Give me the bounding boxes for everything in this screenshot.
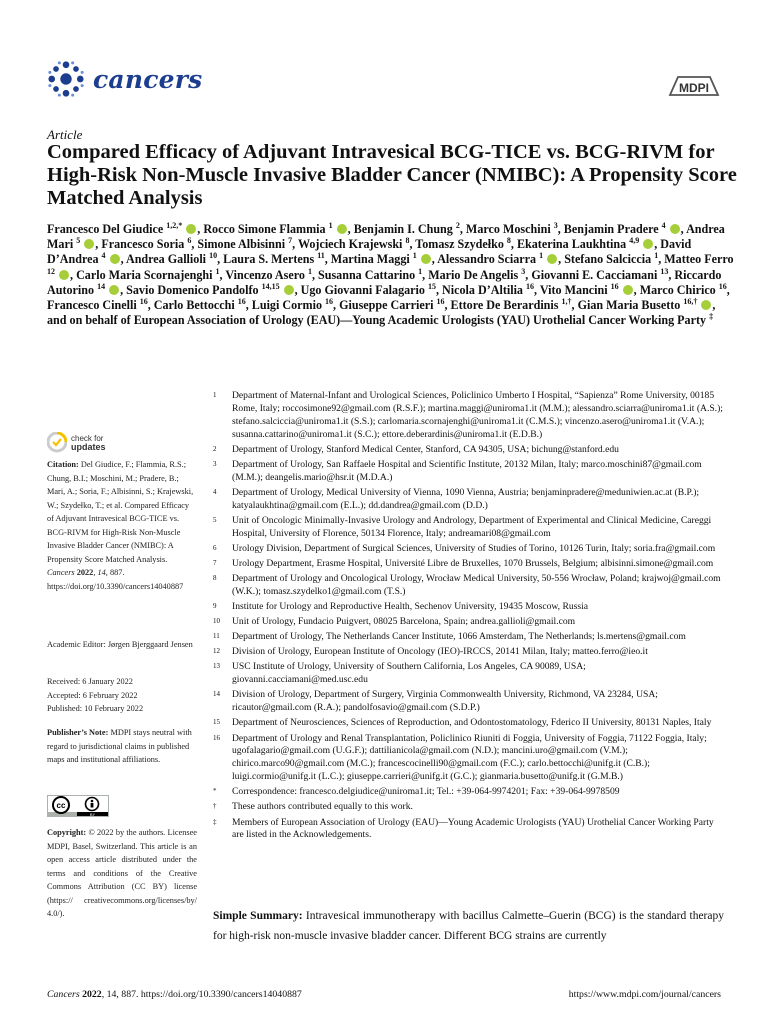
- author[interactable]: [354, 222, 460, 236]
- svg-text:cc: cc: [56, 801, 66, 811]
- author-name: Luigi Cormio: [251, 298, 322, 313]
- affiliation-number: 12: [213, 647, 220, 656]
- affiliation-item: [213, 717, 723, 730]
- author-affiliation-sup: 15: [427, 281, 436, 291]
- author-name: Marco Chirico: [639, 282, 716, 297]
- affiliation-text: Department of Urology, The Netherlands Cancer Institute, 1066 Amsterdam, The Netherlands; ls.mertens@gmail.com: [232, 631, 686, 643]
- affiliation-number: 15: [213, 718, 220, 727]
- author-name: Andrea Gallioli: [125, 252, 207, 267]
- author-affiliation-sup: 2: [455, 220, 460, 230]
- author[interactable]: [531, 268, 668, 282]
- author-name: Carlo Maria Scornajenghi: [76, 267, 213, 282]
- author[interactable]: [126, 252, 217, 266]
- author-affiliation-sup: 13: [660, 266, 669, 276]
- page-footer: [47, 989, 721, 1000]
- author-name: Benjamin Pradere: [563, 222, 659, 236]
- author-list: Francesco Del Giudice $^{1,2,*}$ , Rocco Simone Flammia $^1$ , Benjamin I. Chung $^2$, Marco Moschini $^3$, Benjamin Pradere $^4$ , Andrea Mari $^5$ , Francesco Soria $^6$, Simone Albisinni $^7$, Wojciech Krajewski $^8$, Tomasz Szydełko $^8$, Ekaterina Laukhtina $^{4,9}$ , David D’Andrea $^4$ , Andrea Gallioli $^{10}$, Laura S. Mertens $^{11}$, Martina Maggi $^1$ , Alessandro Sciarra $^1$ , Stefano Salciccia $^1$, Matteo Ferro $^{12}$ , Carlo Maria Scornajenghi $^1$, Vincenzo Asero $^1$, Susanna Cattarino $^1$, Mario De Angelis $^3$, Giovanni E. Cacciamani $^{13}$, Riccardo Autorino $^{14}$ , Savio Domenico Pandolfo $^{14,15}$ , Ugo Giovanni Falagario $^{15}$, Nicola D’Altilia $^{16}$, Vito Mancini $^{16}$ , Marco Chirico $^{16}$, Francesco Cinelli $^{16}$, Carlo Bettocchi $^{16}$, Luigi Cormio $^{16}$, Giuseppe Carrieri $^{16}$, Ettore De Berardinis $^{1,\dagger}$, Gian Maria Busetto $^{16,\dagger}$ , and on behalf of European Association of Urology (EAU)—Young Academic Urologists (YAU) Urothelial Cancer Working Party ‡: [47, 220, 734, 328]
- author-name: Tomasz Szydełko: [415, 237, 504, 252]
- author-name: Stefano Salciccia: [564, 252, 652, 267]
- orcid-icon[interactable]: [421, 254, 431, 264]
- orcid-icon[interactable]: [110, 254, 120, 264]
- affiliation-number: †: [213, 802, 217, 811]
- author-affiliation-sup: 1,†: [561, 296, 572, 306]
- author-affiliation-sup: 8: [506, 236, 511, 246]
- author-name: Nicola D’Altilia: [442, 282, 523, 297]
- affiliation-item: [213, 487, 723, 513]
- mdpi-logo-text: MDPI: [679, 81, 709, 95]
- orcid-icon[interactable]: [643, 239, 653, 249]
- simple-summary-text: Intravesical immunotherapy with bacillus Calmette–Guerin (BCG) is the standard therapy for high-risk non-muscle invasive bladder cancer. Different BCG strains are currently: [213, 910, 724, 942]
- author-affiliation-sup: 1: [539, 251, 544, 261]
- affiliation-number: ‡: [213, 817, 217, 826]
- author-affiliation-sup: 3: [553, 220, 558, 230]
- author-name: Martina Maggi: [330, 252, 410, 267]
- author-name: Ekaterina Laukhtina: [516, 237, 627, 252]
- affiliation-text: Urology Department, Erasme Hospital, Université Libre de Bruxelles, 1070 Brussels, Belgium; albisinni.simone@gmail.com: [232, 558, 714, 569]
- orcid-icon[interactable]: [623, 285, 633, 295]
- author[interactable]: [331, 252, 432, 266]
- author-affiliation-sup: 11: [317, 251, 325, 261]
- author[interactable]: [540, 283, 634, 297]
- author[interactable]: [223, 252, 325, 266]
- author-name: Riccardo Autorino: [47, 267, 722, 297]
- author[interactable]: [578, 298, 713, 312]
- affiliation-text: Department of Maternal-Infant and Urological Sciences, Policlinico Umberto I Hospital, “Sapienza” Rome University, 00185 Rome, Italy; roccosimone92@gmail.com (R.S.F.); martina.maggi@uniroma1.it (M.M.); alessandro.sciarra@uniroma1.it (A.S.); stefano.salciccia@uniroma1.it (S.S.); carlomaria.scornajenghi@uniroma1.it (C.M.S.); vincenzo.asero@uniroma1.it (V.A.); susanna.cattarino@uniroma1.it (S.C.); ettore.deberardinis@uniroma1.it (E.D.B.): [232, 390, 723, 440]
- author-affiliation-sup: 4: [661, 220, 666, 230]
- publisher-note-label: Publisher’s Note:: [47, 728, 109, 737]
- affiliation-item: [213, 733, 723, 785]
- copyright-label: Copyright:: [47, 828, 87, 837]
- affiliation-text: Department of Neurosciences, Sciences of Reproduction, and Odontostomatology, Fderico II University, 80131 Naples, Italy: [232, 717, 712, 729]
- author-affiliation-sup: 16: [610, 281, 619, 291]
- article-title: Compared Efficacy of Adjuvant Intravesical BCG-TICE vs. BCG-RIVM for High-Risk Non-Muscle Invasive Bladder Cancer (NMIBC): A Propensity Score Matched Analysis: [47, 141, 737, 209]
- affiliation-text: Department of Urology and Renal Transplantation, Policlinico Riuniti di Foggia, University of Foggia, 71122 Foggia, Italy; ugofalagario@gmail.com (U.G.F.); dattilianicola@gmail.com (N.D.); mancini.uro@gmail.com (V.M.); chirico.marco90@gmail.com (M.C.); francescocinelli90@gmail.com (F.C.); carlo.bettocchi@unifg.it (C.B.); luigi.cormio@unifg.it (L.C.); giuseppe.carrieri@unifg.it (G.C.); gianmaria.busetto@unifg.it (G.M.B.): [232, 732, 707, 783]
- orcid-icon[interactable]: [337, 224, 347, 234]
- author-affiliation-sup: 3: [521, 266, 526, 276]
- author-name: Simone Albisinni: [197, 237, 286, 252]
- affiliation-item: [213, 616, 723, 629]
- affiliation-text: Institute for Urology and Reproductive Health, Sechenov University, 19435 Moscow, Russia: [232, 601, 589, 613]
- affiliation-text: Department of Urology, Medical University of Vienna, 1090 Vienna, Austria; benjaminpradere@meduniwien.ac.at (B.P.); katyalaukhtina@gmail.com (E.L.); dd.dandrea@gmail.com (D.D.): [232, 486, 700, 511]
- affiliation-item: [213, 558, 723, 571]
- citation-year: 2022: [76, 568, 94, 577]
- affiliation-item: [213, 459, 723, 485]
- citation-doi-link[interactable]: 887. https://doi.org/10.3390/cancers14040887: [47, 568, 184, 591]
- author-affiliation-sup: 1: [215, 266, 220, 276]
- academic-editor: Academic Editor: Jørgen Bjerggaard Jensen: [47, 640, 193, 649]
- author-name: Benjamin I. Chung: [353, 222, 453, 236]
- author[interactable]: [564, 222, 681, 236]
- affiliation-text: Urology Division, Department of Surgical Sciences, University of Studies of Torino, 10126 Turin, Italy; soria.fra@gmail.com: [232, 542, 716, 554]
- author[interactable]: [225, 268, 312, 282]
- footer-year: 2022: [82, 989, 102, 1000]
- affiliation-item: [213, 573, 723, 599]
- journal-logo[interactable]: [47, 60, 202, 98]
- affiliation-number: *: [213, 787, 217, 796]
- check-for-updates-button[interactable]: [47, 432, 106, 454]
- article-type: Article: [47, 127, 83, 142]
- author-affiliation-sup: 1: [412, 251, 417, 261]
- affiliation-text: Division of Urology, Department of Surgery, Virginia Commonwealth University, Richmond, VA 23284, USA; ricautor@gmail.com (R.A.); pandolfosavio@gmail.com (S.D.P.): [232, 689, 658, 714]
- affiliation-number: 7: [213, 559, 217, 567]
- orcid-icon[interactable]: [59, 270, 69, 280]
- citation-text: Del Giudice, F.; Flammia, R.S.; Chung, B.I.; Moschini, M.; Pradere, B.; Mari, A.; Soria, F.; Albisinni, S.; Krajewski, W.; Szydełko, T.; et al. Compared Efficacy of Adjuvant Intravesical BCG-TICE vs. BCG-RIVM for High-Risk Non-Muscle Invasive Bladder Cancer (NMIBC): A Propensity Score Matched Analysis.: [47, 460, 194, 564]
- author[interactable]: [298, 237, 410, 251]
- affiliation-item: [213, 689, 723, 715]
- simple-summary-label: Simple Summary:: [213, 910, 303, 922]
- authors-group-sup: ‡: [709, 312, 714, 322]
- affiliation-number: 11: [213, 632, 220, 641]
- author[interactable]: [318, 268, 422, 282]
- affiliation-text: Unit of Oncologic Minimally-Invasive Urology and Andrology, Department of Experimental and Clinical Medicine, Careggi Hospital, University of Florence, 50134 Florence, Italy; andreamari08@gmail.com: [232, 514, 712, 539]
- affiliation-item: [213, 646, 723, 659]
- author[interactable]: [451, 298, 572, 312]
- copyright-block: [47, 826, 197, 921]
- orcid-icon[interactable]: [109, 285, 119, 295]
- author-affiliation-sup: 12: [47, 266, 55, 276]
- author-name: Laura S. Mertens: [223, 252, 315, 267]
- author[interactable]: [428, 268, 525, 282]
- orcid-icon[interactable]: [84, 239, 94, 249]
- author-affiliation-sup: 4,9: [629, 236, 640, 246]
- author[interactable]: [564, 252, 658, 266]
- copyright-text: © 2022 by the authors. Licensee MDPI, Basel, Switzerland. This article is an open access article distributed under the terms and conditions of the Creative Commons Attribution (CC BY) license (https:// creativecommons.org/licenses/by/ 4.0/).: [47, 828, 197, 918]
- author-affiliation-sup: 1: [418, 266, 423, 276]
- published-date: Published: 10 February 2022: [47, 704, 144, 713]
- author-affiliation-sup: 6: [187, 236, 192, 246]
- journal-name: cancers: [93, 64, 203, 94]
- author-name: Carlo Bettocchi: [153, 298, 235, 313]
- author-affiliation-sup: 7: [288, 236, 293, 246]
- author[interactable]: [154, 298, 246, 312]
- affiliation-text: Department of Urology, San Raffaele Hospital and Scientific Institute, 20132 Milan, Italy; marco.moschini87@gmail.com (M.M.); deangelis.mario@hsr.it (M.D.A.): [232, 458, 702, 483]
- affiliation-text: Division of Urology, European Institute of Oncology (IEO)-IRCCS, 20141 Milan, Italy; matteo.ferro@ieo.it: [232, 646, 648, 658]
- footer-journal: Cancers: [47, 989, 80, 1000]
- authors-group-tail: and on behalf of European Association of Urology (EAU)—Young Academic Urologists (YAU) Urothelial Cancer Working Party: [47, 313, 707, 328]
- affiliation-number: 9: [213, 602, 217, 611]
- affiliations-list: [213, 390, 723, 845]
- author[interactable]: [203, 222, 347, 236]
- affiliation-number: 8: [213, 574, 217, 583]
- author-affiliation-sup: 16: [237, 296, 246, 306]
- author-name: Susanna Cattarino: [318, 267, 416, 282]
- affiliation-number: 2: [213, 444, 217, 453]
- check-updates-icon: [47, 432, 67, 454]
- author-name: Vito Mancini: [539, 282, 608, 297]
- author-affiliation-sup: 16,†: [683, 296, 698, 306]
- author-name: Vincenzo Asero: [225, 267, 305, 282]
- affiliation-item: [213, 444, 723, 457]
- affiliation-text: Members of European Association of Urology (EAU)—Young Academic Urologists (YAU) Urothelial Cancer Working Party are listed in the Acknowledgements.: [232, 816, 714, 841]
- affiliation-number: 1: [213, 391, 217, 399]
- orcid-icon[interactable]: [547, 254, 557, 264]
- author[interactable]: [101, 237, 191, 251]
- author[interactable]: [47, 222, 197, 236]
- author-affiliation-sup: 16: [526, 281, 535, 291]
- author-name: Ugo Giovanni Falagario: [300, 282, 425, 297]
- publisher-note-text: MDPI stays neutral with regard to jurisdictional claims in published maps and institutional affiliations.: [47, 728, 192, 764]
- author-affiliation-sup: 1: [654, 251, 659, 261]
- cc-by-license-badge[interactable]: [47, 795, 109, 817]
- affiliation-item: [213, 390, 723, 442]
- affiliation-text: Unit of Urology, Fundacio Puigvert, 08025 Barcelona, Spain; andrea.gallioli@gmail.com: [232, 616, 576, 628]
- affiliation-text: These authors contributed equally to this work.: [232, 801, 413, 813]
- affiliation-item: [213, 786, 723, 799]
- cancers-logo-icon: [47, 60, 85, 98]
- author-name: Ettore De Berardinis: [450, 298, 559, 313]
- affiliation-number: 13: [213, 662, 220, 671]
- orcid-icon[interactable]: [284, 285, 294, 295]
- author[interactable]: [415, 237, 511, 251]
- author-name: Giovanni E. Cacciamani: [531, 267, 658, 282]
- affiliation-item: [213, 817, 723, 843]
- author-name: Francesco Cinelli: [47, 298, 137, 313]
- author[interactable]: [197, 237, 292, 251]
- author-name: Rocco Simone Flammia: [203, 222, 326, 236]
- check-updates-line2: updates: [71, 442, 106, 452]
- author-affiliation-sup: 1,2,*: [166, 220, 183, 230]
- affiliation-text: Department of Urology, Stanford Medical Center, Stanford, CA 94305, USA; bichung@stanford.edu: [232, 443, 619, 455]
- author[interactable]: [640, 283, 727, 297]
- mdpi-logo[interactable]: [668, 71, 720, 101]
- dates-block: [47, 675, 197, 716]
- author-name: Alessandro Sciarra: [437, 252, 537, 267]
- affiliation-number: 6: [213, 543, 217, 552]
- citation-volume: , 14,: [93, 568, 108, 577]
- author[interactable]: [252, 298, 333, 312]
- footer-citation: [47, 989, 302, 1000]
- affiliation-number: 10: [213, 617, 220, 626]
- author[interactable]: [76, 268, 219, 282]
- author-affiliation-sup: 1: [328, 220, 333, 230]
- affiliation-item: [213, 661, 723, 687]
- author-name: Savio Domenico Pandolfo: [126, 282, 259, 297]
- author[interactable]: [437, 252, 558, 266]
- author-name: David D’Andrea: [47, 237, 692, 267]
- affiliation-text: Department of Urology and Oncological Urology, Wrocław Medical University, 50-556 Wrocław, Poland; krajwoj@gmail.com (W.K.); tomasz.szydelko1@gmail.com (T.S.): [232, 573, 721, 597]
- affiliation-item: [213, 543, 723, 556]
- author-name: Giuseppe Carrieri: [339, 298, 434, 313]
- affiliation-item: [213, 515, 723, 541]
- author-name: Wojciech Krajewski: [297, 237, 403, 252]
- check-updates-line1: check for: [71, 434, 104, 443]
- accepted-date: Accepted: 6 February 2022: [47, 690, 138, 700]
- author-name: Mario De Angelis: [428, 267, 519, 282]
- affiliation-number: 3: [213, 459, 217, 468]
- author-affiliation-sup: 14: [97, 281, 106, 291]
- author[interactable]: [466, 222, 558, 236]
- affiliation-number: 5: [213, 515, 217, 524]
- author-affiliation-sup: 16: [139, 296, 148, 306]
- author-affiliation-sup: 4: [101, 251, 106, 261]
- publisher-note: [47, 726, 197, 767]
- cc-by-label: BY: [89, 812, 96, 817]
- author-name: Andrea Mari: [47, 222, 725, 252]
- author[interactable]: [442, 283, 534, 297]
- author[interactable]: [517, 237, 654, 251]
- received-date: Received: 6 January 2022: [47, 677, 133, 686]
- affiliation-number: 4: [213, 487, 217, 496]
- author-affiliation-sup: 16: [436, 296, 445, 306]
- footer-doi[interactable]: , 14, 887. https://doi.org/10.3390/cancers14040887: [101, 989, 302, 1000]
- author-name: Matteo Ferro: [664, 252, 734, 267]
- affiliation-item: [213, 601, 723, 614]
- author-affiliation-sup: 5: [76, 236, 81, 246]
- orcid-icon[interactable]: [701, 300, 711, 310]
- author[interactable]: [339, 298, 444, 312]
- citation-journal: Cancers: [47, 568, 75, 577]
- affiliation-text: USC Institute of Urology, University of Southern California, Los Angeles, CA 90089, USA; giovanni.cacciamani@med.usc.edu: [232, 661, 586, 686]
- author-affiliation-sup: 8: [405, 236, 410, 246]
- author-affiliation-sup: 14,15: [261, 281, 280, 291]
- author-name: Marco Moschini: [465, 222, 551, 236]
- author[interactable]: [126, 283, 294, 297]
- author[interactable]: [47, 298, 148, 312]
- citation-block: [47, 458, 197, 593]
- author-affiliation-sup: 16: [325, 296, 334, 306]
- simple-summary: [213, 906, 724, 946]
- author[interactable]: [301, 283, 436, 297]
- author-affiliation-sup: 1: [307, 266, 312, 276]
- author-name: Francesco Soria: [101, 237, 185, 252]
- footer-journal-url[interactable]: https://www.mdpi.com/journal/cancers: [568, 989, 721, 1000]
- affiliation-text: Correspondence: francesco.delgiudice@uniroma1.it; Tel.: +39-064-9974201; Fax: +39-064-9978509: [232, 786, 620, 798]
- orcid-icon[interactable]: [186, 224, 196, 234]
- affiliation-number: 14: [213, 690, 220, 699]
- author-affiliation-sup: 10: [209, 251, 218, 261]
- affiliation-number: 16: [213, 733, 220, 742]
- author-name: Francesco Del Giudice: [47, 222, 164, 236]
- author-affiliation-sup: 16: [718, 281, 727, 291]
- citation-label: Citation:: [47, 460, 79, 469]
- affiliation-item: [213, 631, 723, 644]
- affiliation-item: [213, 801, 723, 814]
- author-name: Gian Maria Busetto: [577, 298, 681, 313]
- orcid-icon[interactable]: [670, 224, 680, 234]
